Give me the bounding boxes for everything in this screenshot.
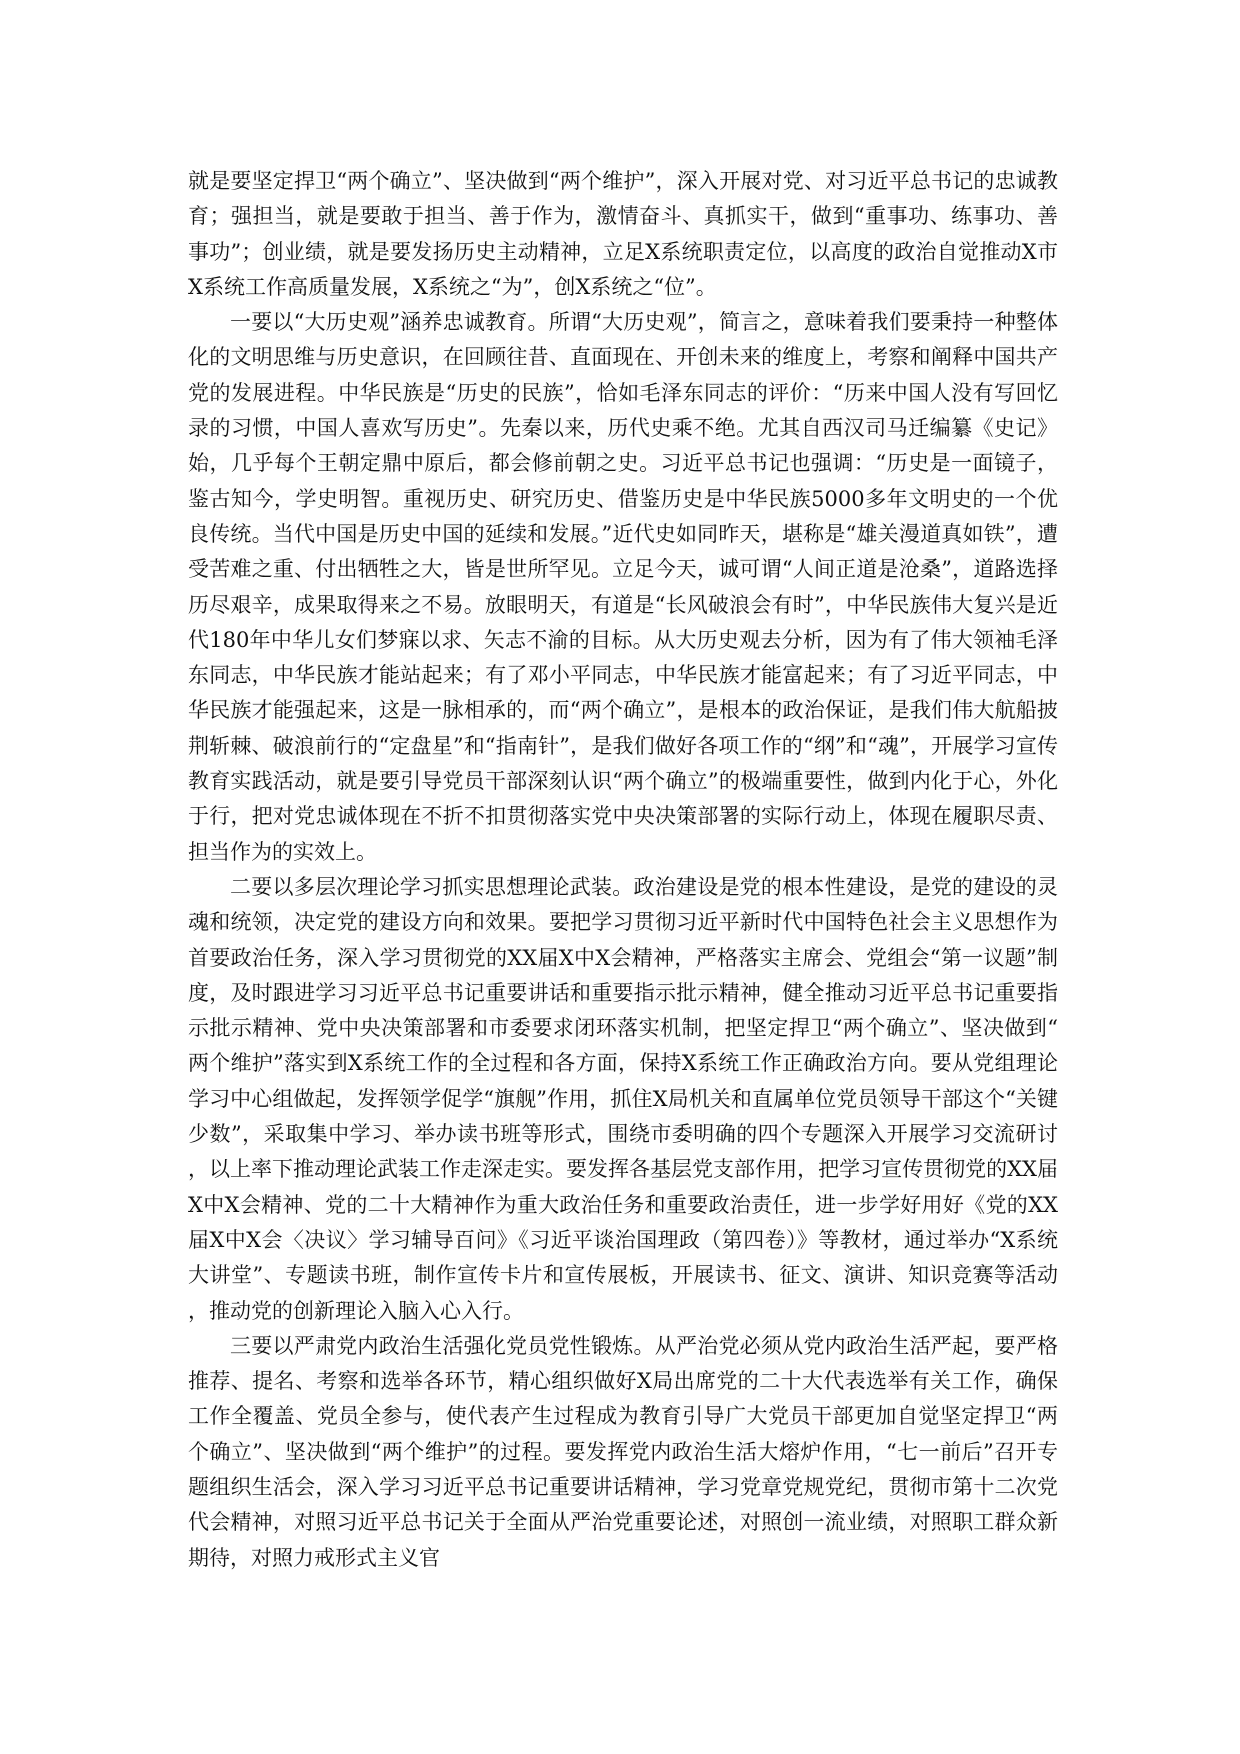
paragraph-continuation: 就是要坚定捍卫“两个确立”、坚决做到“两个维护”，深入开展对党、对习近平总书记的忠诚教育；强担当，就是要敢于担当、善于作为，激情奋斗、真抓实干，做到“重事功、练事功、善事功”；创业绩，就是要发扬历史主动精神，立足X系统职责定位，以高度的政治自觉推动X市X系统工作高质量发展，X系统之“为”，创X系统之“位”。	[188, 169, 1058, 299]
paragraph-theory-study: 二要以多层次理论学习抓实思想理论武装。政治建设是党的根本性建设，是党的建设的灵魂和统领，决定党的建设方向和效果。要把学习贯彻习近平新时代中国特色社会主义思想作为首要政治任务，深入学习贯彻党的XX届X中X会精神，严格落实主席会、党组会“第一议题”制度，及时跟进学习习近平总书记重要讲话和重要指示批示精神，健全推动习近平总书记重要指示批示精神、党中央决策部署和市委要求闭环落实机制，把坚定捍卫“两个确立”、坚决做到“两个维护”落实到X系统工作的全过程和各方面，保持X系统工作正确政治方向。要从党组理论学习中心组做起，发挥领学促学“旗舰”作用，抓住X局机关和直属单位党员领导干部这个“关键少数”，采取集中学习、举办读书班等形式，围绕市委明确的四个专题深入开展学习交流研讨，以上率下推动理论武装工作走深走实。要发挥各基层党支部作用，把学习宣传贯彻党的XX届X中X会精神、党的二十大精神作为重大政治任务和重要政治责任，进一步学好用好《党的XX届X中X会〈决议〉学习辅导百问》《习近平谈治国理政（第四卷）》等教材，通过举办“X系统大讲堂”、专题读书班，制作宣传卡片和宣传展板，开展读书、征文、演讲、知识竞赛等活动，推动党的创新理论入脑入心入行。	[188, 874, 1058, 1323]
paragraph-history-view: 一要以“大历史观”涵养忠诚教育。所谓“大历史观”，简言之，意味着我们要秉持一种整体化的文明思维与历史意识，在回顾往昔、直面现在、开创未来的维度上，考察和阐释中国共产党的发展进程。中华民族是“历史的民族”，恰如毛泽东同志的评价：“历来中国人没有写回忆录的习惯，中国人喜欢写历史”。先秦以来，历代史乘不绝。尤其自西汉司马迁编纂《史记》始，几乎每个王朝定鼎中原后，都会修前朝之史。习近平总书记也强调：“历史是一面镜子，鉴古知今，学史明智。重视历史、研究历史、借鉴历史是中华民族5000多年文明史的一个优良传统。当代中国是历史中国的延续和发展。”近代史如同昨天，堪称是“雄关漫道真如铁”，遭受苦难之重、付出牺牲之大，皆是世所罕见。立足今天，诚可谓“人间正道是沧桑”，道路选择历尽艰辛，成果取得来之不易。放眼明天，有道是“长风破浪会有时”，中华民族伟大复兴是近代180年中华儿女们梦寐以求、矢志不渝的目标。从大历史观去分析，因为有了伟大领袖毛泽东同志，中华民族才能站起来；有了邓小平同志，中华民族才能富起来；有了习近平同志，中华民族才能强起来，这是一脉相承的，而“两个确立”，是根本的政治保证，是我们伟大航船披荆斩棘、破浪前行的“定盘星”和“指南针”，是我们做好各项工作的“纲”和“魂”，开展学习宣传教育实践活动，就是要引导党员干部深刻认识“两个确立”的极端重要性，做到内化于心，外化于行，把对党忠诚体现在不折不扣贯彻落实党中央决策部署的实际行动上，体现在履职尽责、担当作为的实效上。	[188, 310, 1058, 864]
paragraph-political-life: 三要以严肃党内政治生活强化党员党性锻炼。从严治党必须从党内政治生活严起，要严格推荐、提名、考察和选举各环节，精心组织做好X局出席党的二十大代表选举有关工作，确保工作全覆盖、党员全参与，使代表产生过程成为教育引导广大党员干部更加自觉坚定捍卫“两个确立”、坚决做到“两个维护”的过程。要发挥党内政治生活大熔炉作用，“七一前后”召开专题组织生活会，深入学习习近平总书记重要讲话精神，学习党章党规党纪，贯彻市第十二次党代会精神，对照习近平总书记关于全面从严治党重要论述，对照创一流业绩，对照职工群众新期待，对照力戒形式主义官	[188, 1333, 1058, 1570]
document-body	[188, 164, 1058, 1576]
